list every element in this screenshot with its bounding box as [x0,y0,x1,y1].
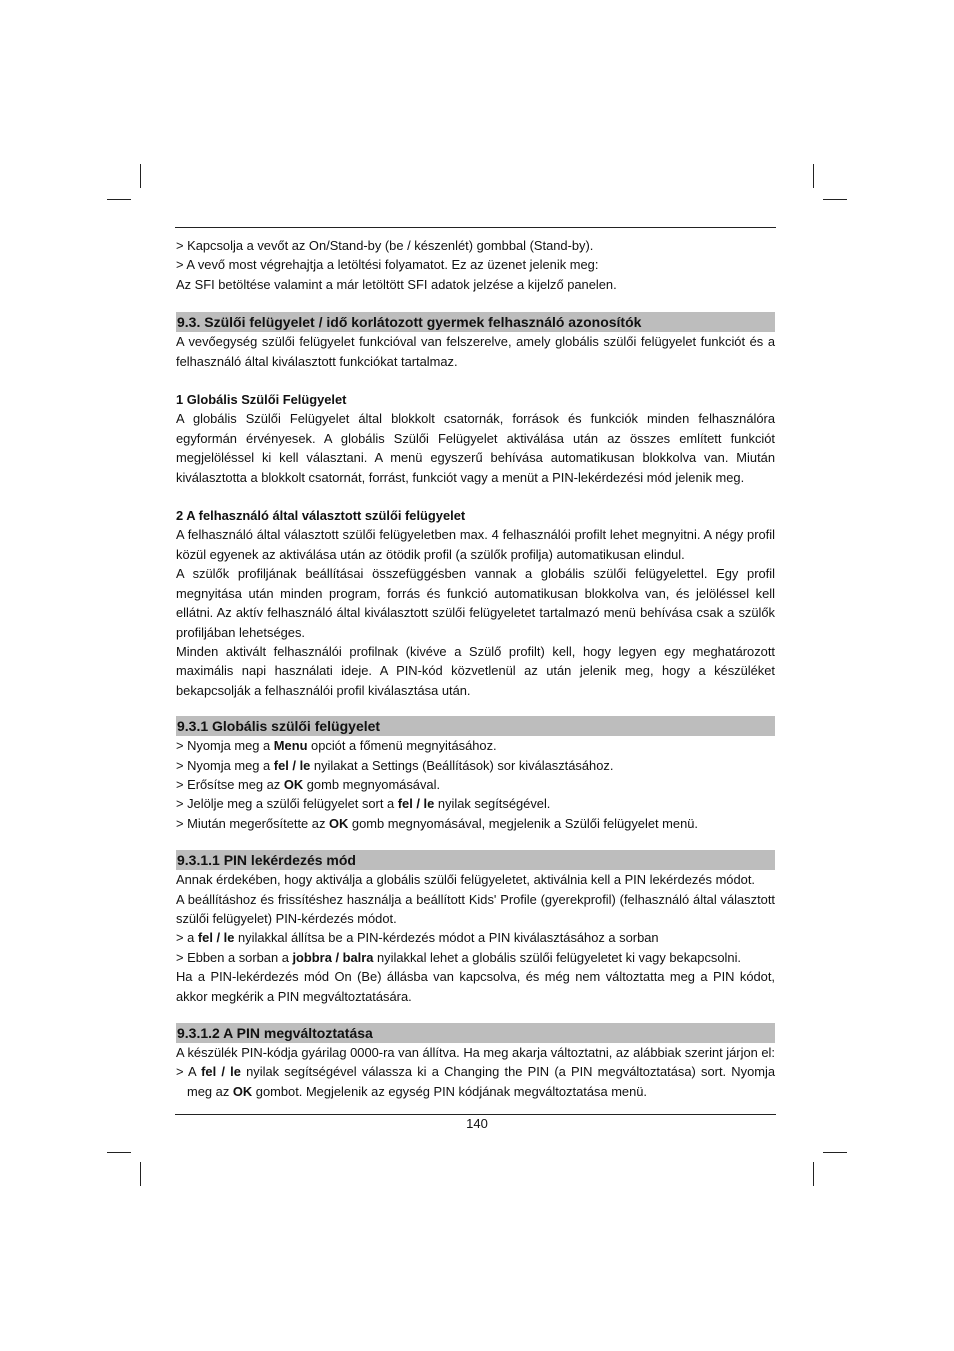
intro-line: > A vevő most végrehajtja a letöltési folyamatot. Ez az üzenet jelenik meg: [176,257,599,273]
paragraph: Ha a PIN-lekérdezés mód On (Be) állásba van kapcsolva, és még nem változtatta meg a PIN kódot, akkor megkérik a PIN megváltoztatására. [176,969,775,1004]
crop-mark [107,1152,131,1153]
list-text: opciót a főmenü megnyitásához. [307,738,497,754]
list-text: > a [176,930,198,946]
crop-mark [813,1162,814,1186]
crop-mark [140,164,141,188]
spacer [176,371,775,390]
list-item [176,928,775,947]
key-label: OK [328,815,349,831]
page-number: 140 [466,1116,488,1131]
list-text: nyilak segítségével. [434,796,551,812]
key-label: Menu [273,738,308,754]
list-text: > Jelölje meg a szülői felügyelet sort a [176,796,398,812]
top-rule [175,227,776,228]
key-label: jobbra / balra [292,949,374,965]
list-item [176,814,775,833]
list-text: gombot. Megjelenik az egység PIN kódjának megváltoztatása menü. [252,1083,648,1099]
list-text: > Ebben a sorban a [176,949,293,965]
list-item [176,948,775,967]
list-text: > Miután megerősítette az [176,815,329,831]
key-label: OK [232,1083,253,1099]
section-heading-9-3-1: 9.3.1 Globális szülői felügyelet [176,716,775,736]
list-item [176,775,775,794]
list-item [176,794,775,813]
paragraph: A felhasználó által választott szülői felügyeletben max. 4 felhasználói profilt lehet megnyitni. A négy profil közül egyenek az aktiválása után az ötödik profil (a szülők profilja) automatikusan elindul. [176,527,775,562]
list-text: nyilak segítségével válassza ki a Changing the PIN (a PIN megváltoztatása) sort. Nyomja meg az [187,1064,776,1099]
section-heading-9-3-1-2: 9.3.1.2 A PIN megváltoztatása [176,1023,775,1043]
bottom-rule [175,1114,776,1115]
list-text: gomb megnyomásával. [303,776,441,792]
list-text: nyilakkal állítsa be a PIN-kérdezés módot a PIN kiválasztásához a sorban [234,930,659,946]
list-item [176,1062,775,1101]
paragraph: A készülék PIN-kódja gyárilag 0000-ra van állítva. Ha meg akarja változtatni, az alábbiak szerint járjon el: [176,1045,775,1060]
key-label: fel / le [397,796,435,812]
list-text: > A [176,1064,202,1080]
paragraph: A beállításhoz és frissítéshez használja a beállított Kids' Profile (gyerekprofil) (felhasználó által választott szülői felügyelet) PIN-kérdezés módot. [176,891,775,926]
intro-line: > Kapcsolja a vevőt az On/Stand-by (be / készenlét) gombbal (Stand-by). [176,238,594,253]
list-text: nyilakat a Settings (Beállítások) sor kiválasztásához. [310,757,614,773]
page-body [176,236,775,1101]
list-item [176,736,775,755]
list-text: nyilakkal lehet a globális szülői felügyeletet ki vagy bekapcsolni. [373,949,742,965]
list-text: gomb megnyomásával, megjelenik a Szülői felügyelet menü. [348,815,698,831]
paragraph: A szülők profiljának beállításai összefüggésben vannak a globális szülői felügyelettel. Egy profil megnyitása után minden program, forrás és funkció automatikusan blokkolva van, és jelöléssel kell ellátni. Az aktív felhasználó által kiválasztott szülői felügyeletet tartalmazó menü behívása csak a szülők profiljában lehetséges. [176,566,775,640]
paragraph: Minden aktivált felhasználói profilnak (kivéve a Szülő profilt) kell, hogy legyen egy meghatározott maximális napi használati ideje. A PIN-kód közvetlenül az után jelenik meg, hogy a készüléket bekapcsolják a felhasználói profil kiválasztása után. [176,643,775,698]
key-label: fel / le [201,1064,241,1080]
list-item [176,756,775,775]
subheading: 1 Globális Szülői Felügyelet [176,392,347,408]
section-heading-9-3: 9.3. Szülői felügyelet / idő korlátozott gyermek felhasználó azonosítók [176,312,775,332]
key-label: OK [283,776,304,792]
crop-mark [823,1152,847,1153]
list-text: > Erősítse meg az [176,776,284,792]
paragraph: Annak érdekében, hogy aktiválja a globális szülői felügyeletet, aktiválnia kell a PIN lekérdezés módot. [176,872,755,888]
crop-mark [107,199,131,200]
key-label: fel / le [273,757,311,773]
spacer [176,487,775,506]
section-heading-9-3-1-1: 9.3.1.1 PIN lekérdezés mód [176,850,775,870]
list-text: > Nyomja meg a [176,757,274,773]
crop-mark [813,164,814,188]
subheading: 2 A felhasználó által választott szülői felügyelet [176,508,466,524]
paragraph: A globális Szülői Felügyelet által blokkolt csatornák, források és funkciók minden felhasználóra egyformán érvényesek. A globális Szülői Felügyelet aktiválása után az összes említett funkciót megjelöléssel ki kell választani. A menü egyszerű behívása automatikusan blokkolva van. Miután kiválasztotta a blokkolt csatornát, forrást, funkciót vagy a menüt a PIN-lekérdezési mód jelenik meg. [176,411,775,485]
crop-mark [140,1162,141,1186]
intro-line: Az SFI betöltése valamint a már letöltött SFI adatok jelzése a kijelző panelen. [176,276,617,292]
key-label: fel / le [197,930,235,946]
list-text: > Nyomja meg a [176,738,274,754]
crop-mark [823,199,847,200]
paragraph: A vevőegység szülői felügyelet funkcióval van felszerelve, amely globális szülői felügyelet funkciót és a felhasználó által kiválasztott funkciókat tartalmaz. [176,334,775,369]
